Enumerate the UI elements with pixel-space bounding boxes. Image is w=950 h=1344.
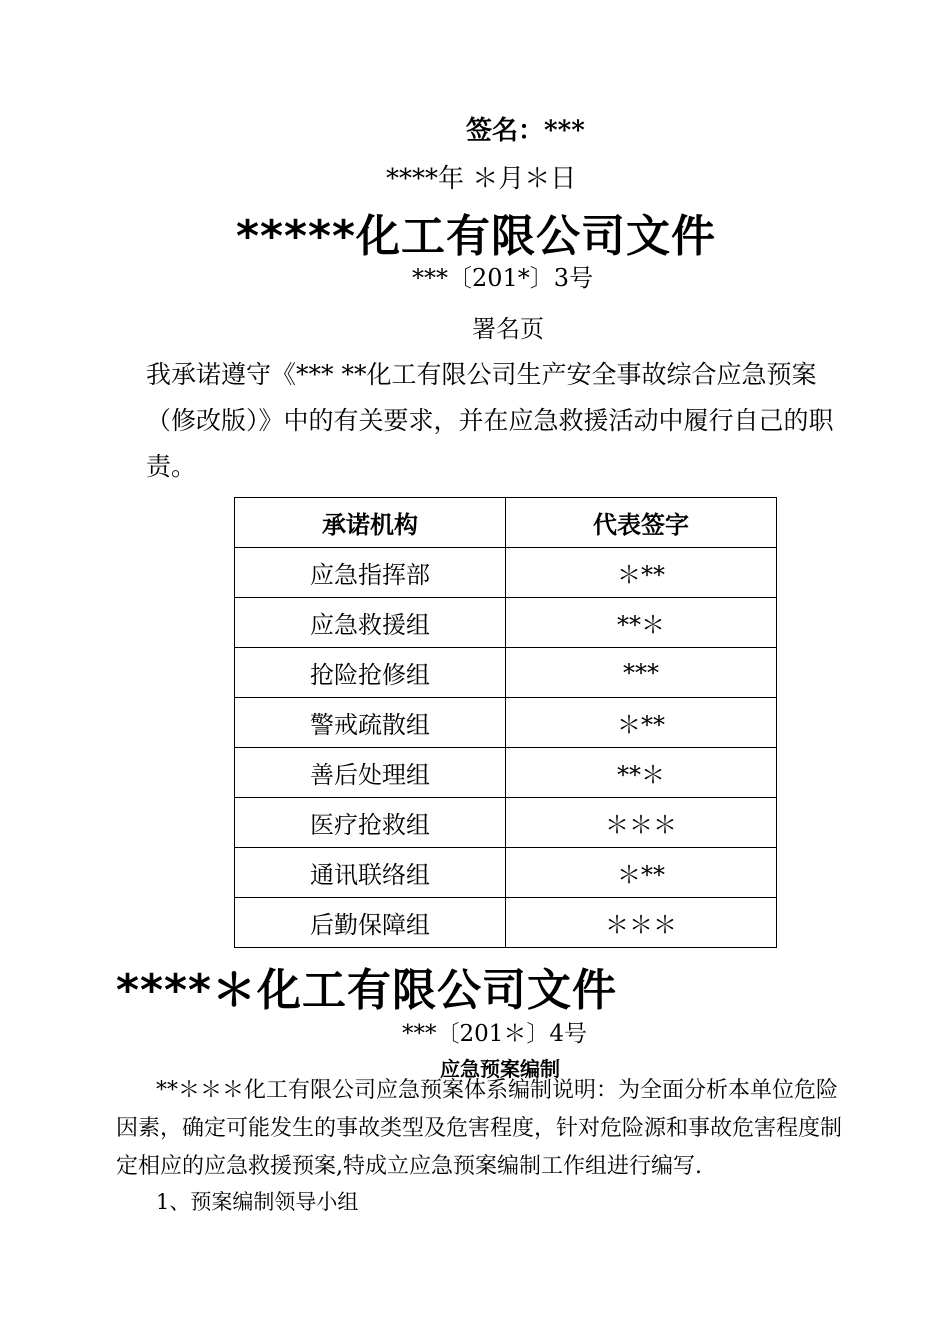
signature-cell: ＊**	[506, 548, 777, 598]
organization-cell: 抢险抢修组	[235, 648, 506, 698]
table-row	[235, 748, 777, 798]
table-row	[235, 698, 777, 748]
organization-cell: 警戒疏散组	[235, 698, 506, 748]
description-paragraph: **＊＊＊化工有限公司应急预案体系编制说明：为全面分析本单位危险因素，确定可能发生的事故类型及危害程度，针对危险源和事故危害程度制定相应的应急救援预案,特成立应急预案编制工作组进行编写.	[116, 1078, 843, 1179]
table-row	[235, 648, 777, 698]
signature-cell: ＊**	[506, 698, 777, 748]
date-line: ****年 ＊月＊日	[386, 164, 577, 194]
document-title-2: ****＊化工有限公司文件	[116, 965, 618, 1016]
signature-cell: ＊＊＊	[506, 898, 777, 948]
signature-cell: **＊	[506, 748, 777, 798]
organization-cell: 后勤保障组	[235, 898, 506, 948]
table-row	[235, 798, 777, 848]
table-row	[235, 898, 777, 948]
table-row	[235, 598, 777, 648]
column-header-signature: 代表签字	[506, 498, 777, 548]
document-number: ***〔201*〕3号	[412, 264, 594, 292]
organization-cell: 善后处理组	[235, 748, 506, 798]
organization-cell: 应急指挥部	[235, 548, 506, 598]
signature-cell: ＊＊＊	[506, 798, 777, 848]
signature-table	[234, 497, 777, 948]
organization-cell: 应急救援组	[235, 598, 506, 648]
document-title: *****化工有限公司文件	[236, 211, 717, 262]
commitment-paragraph: 我承诺遵守《*** **化工有限公司生产安全事故综合应急预案（修改版）》中的有关要求，并在应急救援活动中履行自己的职责。	[146, 360, 834, 481]
table-header-row	[235, 498, 777, 548]
signature-cell: **＊	[506, 598, 777, 648]
table-row	[235, 848, 777, 898]
page-subtitle: 署名页	[472, 315, 544, 343]
list-item: 1、预案编制领导小组	[156, 1190, 359, 1214]
column-header-organization: 承诺机构	[235, 498, 506, 548]
organization-cell: 医疗抢救组	[235, 798, 506, 848]
organization-cell: 通讯联络组	[235, 848, 506, 898]
signature-cell: ***	[506, 648, 777, 698]
document-number-2: ***〔201＊〕4号	[402, 1021, 588, 1047]
signature-line: 签名：***	[466, 116, 585, 146]
signature-cell: ＊**	[506, 848, 777, 898]
table-row	[235, 548, 777, 598]
section-heading: 应急预案编制	[440, 1057, 560, 1081]
